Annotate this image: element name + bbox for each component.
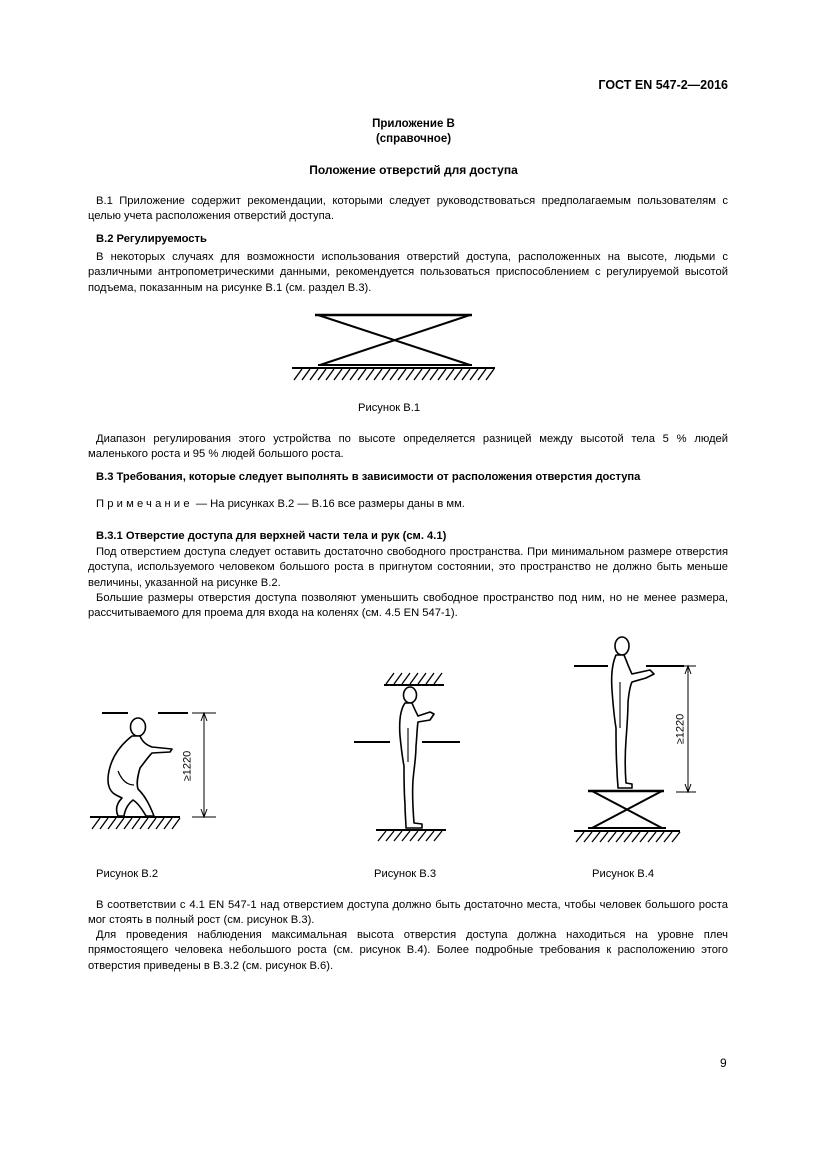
figure-b3-standing-person (350, 670, 470, 840)
paragraph-range (88, 432, 728, 463)
heading-b3: В.3 Требования, которые следует выполнять в зависимости от расположения отверстия доступа (96, 471, 641, 483)
figure-b1-caption: Рисунок В.1 (358, 402, 421, 414)
note (96, 498, 465, 510)
paragraph-final-2-text: Для проведения наблюдения максимальная высота отверстия доступа должна находиться на уровне плеч прямостоящего человека небольшого роста (см. рисунок В.4). Более подробные требования к расположению этого отверстия приведены в В.3.2 (см. рисунок В.6). (88, 929, 728, 972)
appendix-subtitle: (справочное) (375, 133, 452, 145)
figure-b2-crouching-person (88, 705, 238, 840)
heading-b2: В.2 Регулируемость (96, 233, 207, 245)
appendix-title: Приложение В (372, 118, 455, 130)
dimension-label-b4: ≥1220 (674, 713, 687, 745)
appendix-heading: Положение отверстий для доступа (309, 163, 518, 177)
page-number: 9 (720, 1056, 727, 1070)
paragraph-final-2 (88, 928, 728, 974)
document-id: ГОСТ EN 547-2—2016 (598, 78, 728, 92)
heading-b31: В.3.1 Отверстие доступа для верхней части тела и рук (см. 4.1) (96, 530, 447, 542)
figure-b2-caption: Рисунок В.2 (96, 868, 159, 880)
paragraph-b31-1 (88, 545, 728, 591)
paragraph-b31-2 (88, 591, 728, 622)
paragraph-b2 (88, 250, 728, 296)
paragraph-b2-text: В некоторых случаях для возможности использования отверстий доступа, расположенных на высоте, людьми с различными антропометрическими данными, рекомендуется пользоваться приспособлением с регулируемой высотой подъема, показанным на рисунке В.1 (см. раздел В.3). (88, 251, 728, 294)
figure-b4-caption: Рисунок В.4 (592, 868, 655, 880)
paragraph-b1 (88, 194, 728, 225)
paragraph-final-1 (88, 898, 728, 929)
note-text: — На рисунках В.2 — В.16 все размеры даны в мм. (195, 498, 465, 510)
paragraph-b1-text: В.1 Приложение содержит рекомендации, которыми следует руководствоваться предполагаемым пользователям с целью учета расположения отверстий доступа. (88, 195, 728, 223)
paragraph-final-1-text: В соответствии с 4.1 EN 547-1 над отверстием доступа должно быть достаточно места, чтобы человек большого роста мог стоять в полный рост (см. рисунок В.3). (88, 899, 728, 927)
paragraph-b31-2-text: Большие размеры отверстия доступа позволяют уменьшить свободное пространство под ним, но не менее размера, рассчитываемого для проема для входа на коленях (см. 4.5 EN 547-1). (88, 592, 728, 620)
paragraph-b31-1-text: Под отверстием доступа следует оставить достаточно свободного пространства. При минимальном размере отверстия доступа, используемого человеком большого роста в пригнутом состоянии, это пространство не должно быть меньше величины, указанной на рисунке В.2. (88, 546, 728, 589)
note-label: Примечание (96, 498, 193, 510)
dimension-label-b2: ≥1220 (181, 750, 194, 782)
figure-b1-scissor-lift (290, 305, 500, 385)
paragraph-range-text: Диапазон регулирования этого устройства по высоте определяется разницей между высотой тела 5 % людей маленького роста и 95 % людей большого роста. (88, 433, 728, 461)
figure-b3-caption: Рисунок В.3 (374, 868, 437, 880)
